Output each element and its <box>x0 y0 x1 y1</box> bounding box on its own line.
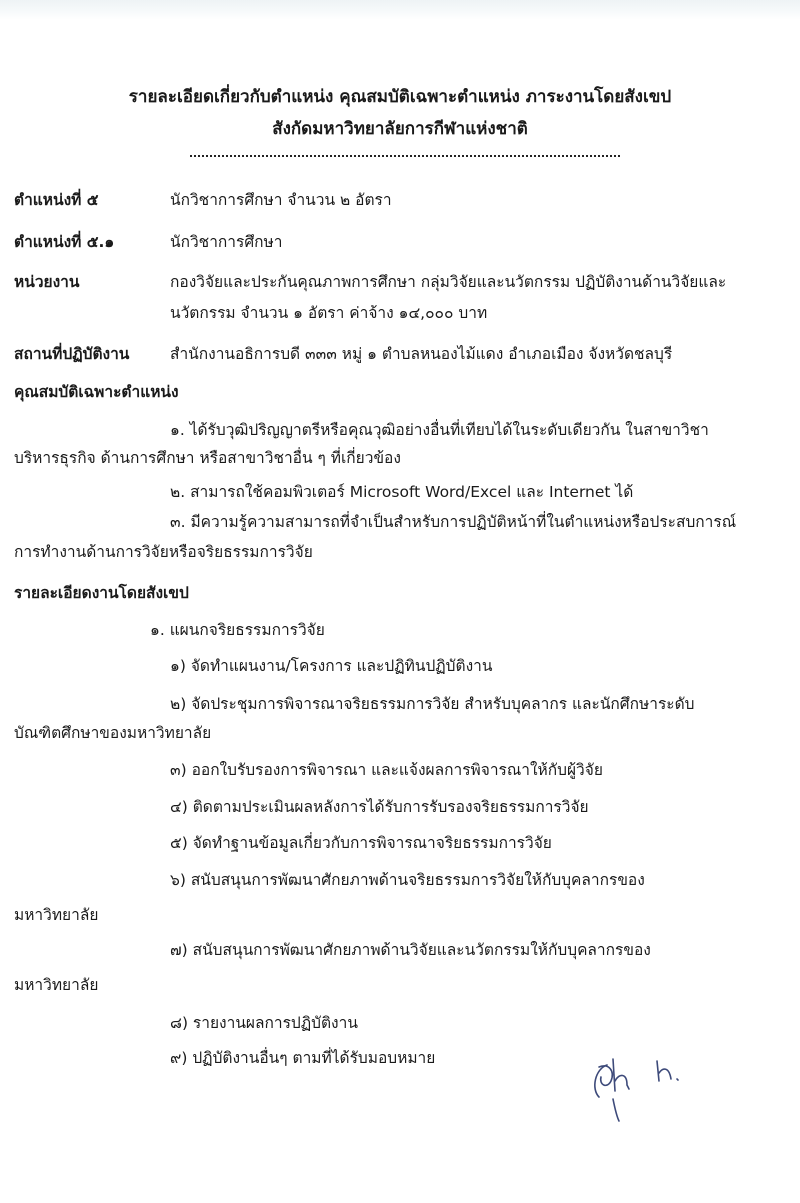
field-value-workplace: สำนักงานอธิการบดี ๓๓๓ หมู่ ๑ ตำบลหนองไม้แดง อำเภอเมือง จังหวัดชลบุรี <box>170 345 673 363</box>
field-value-subposition: นักวิชาการศึกษา <box>170 233 283 251</box>
qualification-item-3-line1: ๓. มีความรู้ความสามารถที่จำเป็นสำหรับการปฏิบัติหน้าที่ในตำแหน่งหรือประสบการณ์ <box>170 513 737 531</box>
field-value-position: นักวิชาการศึกษา จำนวน ๒ อัตรา <box>170 191 392 209</box>
qualifications-heading: คุณสมบัติเฉพาะตำแหน่ง <box>14 383 179 401</box>
document-title-line1: รายละเอียดเกี่ยวกับตำแหน่ง คุณสมบัติเฉพาะตำแหน่ง ภาระงานโดยสังเขป <box>128 87 672 107</box>
qualification-item-1-line1: ๑. ได้รับวุฒิปริญญาตรีหรือคุณวุฒิอย่างอื่นที่เทียบได้ในระดับเดียวกัน ในสาขาวิชา <box>170 421 709 439</box>
dotted-divider <box>190 155 620 157</box>
duty-item-7-line1: ๗) สนับสนุนการพัฒนาศักยภาพด้านวิจัยและนวัตกรรมให้กับบุคลากรของ <box>170 941 651 959</box>
qualification-item-2: ๒. สามารถใช้คอมพิวเตอร์ Microsoft Word/Excel และ Internet ได้ <box>170 483 634 501</box>
duty-item-6-line2: มหาวิทยาลัย <box>14 906 99 924</box>
field-label-workplace: สถานที่ปฏิบัติงาน <box>14 345 130 363</box>
duties-heading: รายละเอียดงานโดยสังเขป <box>14 584 189 602</box>
duty-item-2-line2: บัณฑิตศึกษาของมหาวิทยาลัย <box>14 724 212 742</box>
field-value-department-line1: กองวิจัยและประกันคุณภาพการศึกษา กลุ่มวิจัยและนวัตกรรม ปฏิบัติงานด้านวิจัยและ <box>170 273 727 291</box>
duty-item-9: ๙) ปฏิบัติงานอื่นๆ ตามที่ได้รับมอบหมาย <box>170 1049 436 1067</box>
duty-item-5: ๕) จัดทำฐานข้อมูลเกี่ยวกับการพิจารณาจริยธรรมการวิจัย <box>170 834 552 852</box>
field-label-department: หน่วยงาน <box>14 273 80 291</box>
signature-icon <box>585 1055 715 1135</box>
duty-item-1: ๑) จัดทำแผนงาน/โครงการ และปฏิทินปฏิบัติงาน <box>170 657 493 675</box>
qualification-item-1-line2: บริหารธุรกิจ ด้านการศึกษา หรือสาขาวิชาอื่น ๆ ที่เกี่ยวข้อง <box>14 449 401 467</box>
scan-artifact <box>0 0 800 20</box>
duty-item-4: ๔) ติดตามประเมินผลหลังการได้รับการรับรองจริยธรรมการวิจัย <box>170 798 589 816</box>
duty-item-8: ๘) รายงานผลการปฏิบัติงาน <box>170 1014 358 1032</box>
qualification-item-3-line2: การทำงานด้านการวิจัยหรือจริยธรรมการวิจัย <box>14 543 313 561</box>
field-value-department-line2: นวัตกรรม จำนวน ๑ อัตรา ค่าจ้าง ๑๔,๐๐๐ บาท <box>170 304 488 322</box>
duty-item-7-line2: มหาวิทยาลัย <box>14 976 99 994</box>
duty-item-2-line1: ๒) จัดประชุมการพิจารณาจริยธรรมการวิจัย สำหรับบุคลากร และนักศึกษาระดับ <box>170 695 695 713</box>
field-label-subposition: ตำแหน่งที่ ๕.๑ <box>14 233 115 251</box>
duty-item-3: ๓) ออกใบรับรองการพิจารณา และแจ้งผลการพิจารณาให้กับผู้วิจัย <box>170 761 603 779</box>
field-label-position: ตำแหน่งที่ ๕ <box>14 191 99 209</box>
duty-item-6-line1: ๖) สนับสนุนการพัฒนาศักยภาพด้านจริยธรรมการวิจัยให้กับบุคลากรของ <box>170 871 645 889</box>
document-title-line2: สังกัดมหาวิทยาลัยการกีฬาแห่งชาติ <box>272 119 528 139</box>
handwritten-signature <box>585 1055 715 1139</box>
duties-section: ๑. แผนกจริยธรรมการวิจัย <box>150 621 325 639</box>
